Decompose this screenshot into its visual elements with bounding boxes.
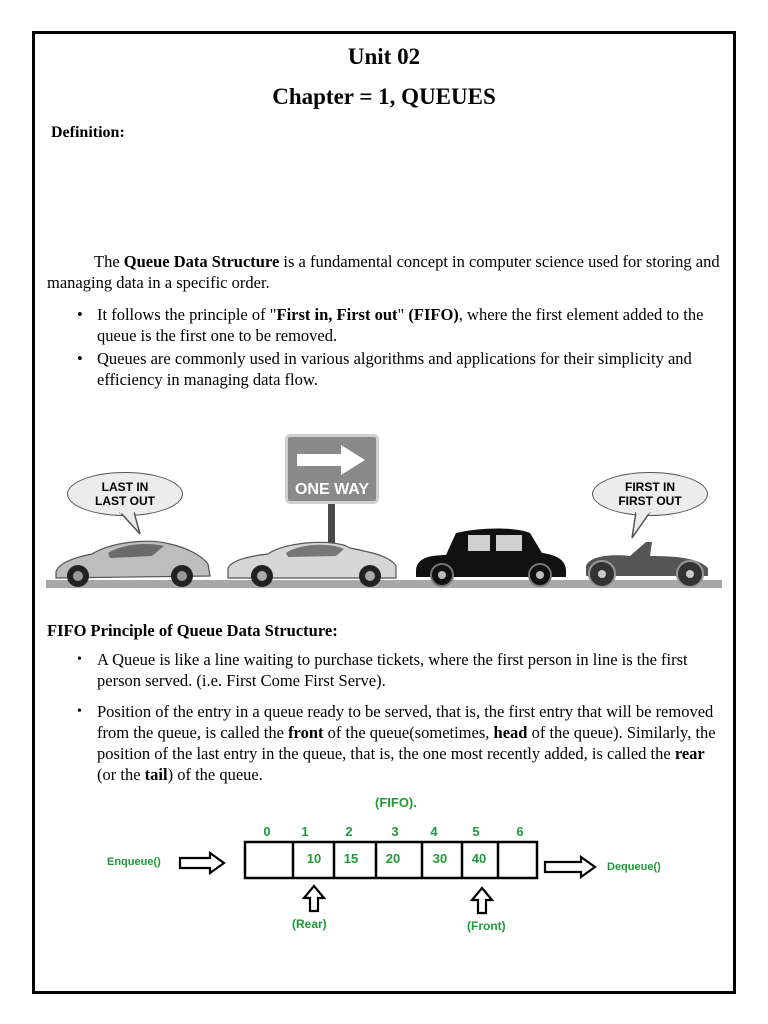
queue-cell-value: 30 <box>432 851 448 866</box>
bubble-right-text: FIRST IN FIRST OUT <box>618 480 682 508</box>
enqueue-label: Enqueue() <box>107 856 161 868</box>
index-label: 2 <box>345 824 353 839</box>
list-item: • It follows the principle of "First in, First out" (FIFO), where the first element added to the queue is the first one to be removed. <box>77 305 704 345</box>
list-item: • Position of the entry in a queue ready to be served, that is, the first entry that will be removed from the queue, is called the front of the queue(sometimes, head of the queue). Similarly, the position of the last entry in the queue, that is, the one most recently added, is called the rear (or the tail) of the queue. <box>77 702 716 784</box>
list-item: • Queues are commonly used in various algorithms and applications for their simplicity and efficiency in managing data flow. <box>77 349 692 389</box>
sedan-car-icon <box>224 536 400 588</box>
bullet-icon: • <box>77 305 83 324</box>
sign-text: ONE WAY <box>294 481 370 498</box>
arrow-right-icon <box>293 441 371 479</box>
queue-cell-value: 10 <box>306 851 322 866</box>
queue-term: Queue Data Structure <box>123 252 280 271</box>
index-label: 4 <box>430 824 438 839</box>
definition-bullets <box>47 304 723 392</box>
index-label: 0 <box>263 824 271 839</box>
rear-label: (Rear) <box>292 917 327 931</box>
vintage-car-icon <box>412 527 568 588</box>
bullet-icon: • <box>77 704 82 719</box>
unit-title: Unit 02 <box>347 44 421 69</box>
bubble-tail-icon <box>118 512 148 536</box>
speech-bubble-first-in <box>592 472 708 516</box>
enqueue-arrow-icon <box>178 851 228 875</box>
queue-cell-value: 15 <box>343 851 359 866</box>
sports-car-icon <box>52 534 214 588</box>
intro-paragraph: The Queue Data Structure is a fundamental concept in computer science used for storing and managing data in a specific order. <box>47 252 720 292</box>
antique-car-icon <box>580 538 716 588</box>
index-label: 1 <box>301 824 309 839</box>
dequeue-arrow-icon <box>543 855 599 879</box>
list-item: • A Queue is like a line waiting to purchase tickets, where the first person in line is the first person served. (i.e. First Come First Serve). <box>77 650 688 690</box>
fifo-heading: FIFO Principle of Queue Data Structure: <box>47 621 338 640</box>
bullet-icon: • <box>77 349 83 368</box>
bullet-icon: • <box>77 652 82 667</box>
queue-cell-value: 20 <box>385 851 401 866</box>
fifo-bullets <box>47 649 723 795</box>
front-arrow-up-icon <box>470 886 494 916</box>
rear-arrow-up-icon <box>302 884 326 914</box>
index-label: 5 <box>472 824 480 839</box>
front-label: (Front) <box>467 919 506 933</box>
index-label: 6 <box>516 824 524 839</box>
definition-label: Definition: <box>51 124 125 141</box>
dequeue-label: Dequeue() <box>607 861 661 873</box>
bubble-tail-icon <box>628 512 658 540</box>
queue-cell-value: 40 <box>471 851 487 866</box>
diagram-title: (FIFO). <box>375 795 417 810</box>
bubble-left-text: LAST IN LAST OUT <box>95 480 155 508</box>
index-label: 3 <box>391 824 399 839</box>
speech-bubble-last-in <box>67 472 183 516</box>
chapter-title: Chapter = 1, QUEUES <box>272 84 496 109</box>
